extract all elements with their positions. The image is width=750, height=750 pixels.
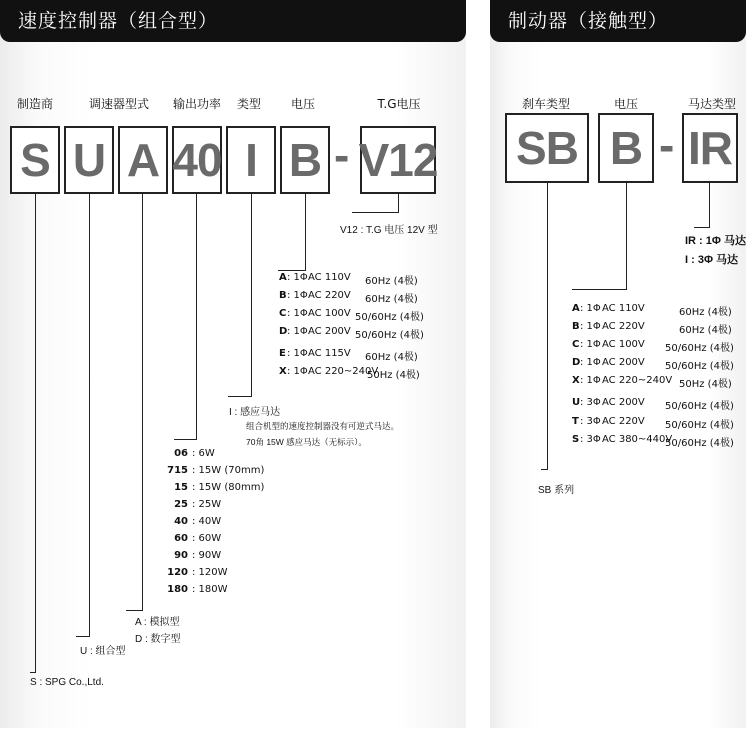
- voltage-code: B: [279, 290, 287, 301]
- voltage-freq: 50/60Hz (4极): [665, 438, 734, 449]
- maker-spg: S : SPG Co.,Ltd.: [30, 677, 104, 688]
- header-controller-type: 调速器型式: [88, 97, 149, 111]
- line-brake-h: [541, 469, 548, 470]
- voltage-code: X: [279, 366, 287, 377]
- brake-voltage-row: [572, 375, 732, 390]
- power-value: : 40W: [192, 516, 222, 527]
- power-code: 180: [167, 584, 188, 595]
- voltage-phase: : 1Φ: [287, 326, 308, 337]
- voltage-freq: 60Hz (4极): [365, 294, 418, 305]
- voltage-phase: : 1Φ: [580, 339, 601, 350]
- code-box-voltage: B: [280, 126, 330, 194]
- code-dash: -: [334, 129, 350, 181]
- voltage-freq: 60Hz (4极): [365, 276, 418, 287]
- code-box-model: A: [118, 126, 168, 194]
- voltage-freq: 60Hz (4极): [365, 352, 418, 363]
- voltage-code: S: [572, 434, 580, 445]
- line-type: [251, 194, 252, 396]
- line-maker: [35, 194, 36, 672]
- voltage-code: A: [572, 303, 580, 314]
- line-power: [196, 194, 197, 439]
- model-analog: A : 模拟型: [135, 617, 180, 628]
- voltage-freq: 50Hz (4极): [679, 379, 732, 390]
- type-note-2: 70角 15W 感应马达（无标示）。: [246, 437, 367, 447]
- voltage-code: B: [572, 321, 580, 332]
- power-code: 715: [167, 465, 188, 476]
- line-brake-voltage-h: [572, 289, 627, 290]
- line-brake: [547, 183, 548, 469]
- power-code: 120: [167, 567, 188, 578]
- power-row: [162, 550, 262, 564]
- voltage-freq: 50/60Hz (4极): [355, 312, 424, 323]
- controller-type-combo: U : 组合型: [80, 646, 126, 657]
- line-brake-voltage: [626, 183, 627, 289]
- voltage-value: AC 220V: [602, 321, 645, 332]
- power-code: 25: [174, 499, 188, 510]
- voltage-value: AC 100V: [602, 339, 645, 350]
- motor-type-row: IR : 1Φ 马达: [685, 235, 746, 247]
- power-row: [162, 584, 262, 598]
- model-digital: D : 数字型: [135, 634, 181, 645]
- header-tg-voltage: T.G电压: [377, 97, 421, 111]
- voltage-value: AC 380~440V: [602, 434, 673, 445]
- power-code: 40: [174, 516, 188, 527]
- voltage-value: AC 115V: [308, 348, 351, 359]
- voltage-code: U: [572, 397, 581, 408]
- line-tg-h: [352, 212, 399, 213]
- code-box-controller-type: U: [64, 126, 114, 194]
- voltage-code: A: [279, 272, 287, 283]
- power-row: [162, 482, 265, 496]
- power-row: [162, 533, 262, 547]
- header-brake-voltage: 电压: [613, 97, 638, 111]
- voltage-code: D: [572, 357, 581, 368]
- voltage-value: AC 100V: [308, 308, 351, 319]
- brake-voltage-row: [572, 357, 732, 372]
- header-voltage: 电压: [290, 97, 315, 111]
- code-box-tg-voltage: V12: [360, 126, 436, 194]
- power-code: 15: [174, 482, 188, 493]
- voltage-freq: 50/60Hz (4极): [665, 361, 734, 372]
- voltage-value: AC 110V: [308, 272, 351, 283]
- power-row: [162, 516, 262, 530]
- power-value: : 15W (80mm): [192, 482, 265, 493]
- voltage-row: [279, 348, 419, 363]
- power-value: : 15W (70mm): [192, 465, 265, 476]
- voltage-freq: 50/60Hz (4极): [665, 401, 734, 412]
- header-brake-type: 刹车类型: [521, 97, 570, 111]
- power-code: 60: [174, 533, 188, 544]
- voltage-phase: : 3Φ: [580, 416, 601, 427]
- speed-controller-title: 速度控制器（组合型）: [0, 0, 466, 42]
- voltage-value: AC 220V: [308, 290, 351, 301]
- voltage-phase: : 1Φ: [287, 348, 308, 359]
- power-code: 90: [174, 550, 188, 561]
- brake-title: 制动器（接触型）: [490, 0, 746, 42]
- voltage-phase: : 1Φ: [287, 366, 308, 377]
- header-output-power: 输出功率: [172, 97, 221, 111]
- code-box-brake: SB: [505, 113, 589, 183]
- voltage-code: C: [279, 308, 287, 319]
- type-note-1: 组合机型的速度控制器没有可逆式马达。: [246, 421, 400, 431]
- voltage-freq: 50Hz (4极): [367, 370, 420, 381]
- power-value: : 120W: [192, 567, 228, 578]
- line-motor: [709, 183, 710, 227]
- voltage-value: AC 220~240V: [602, 375, 673, 386]
- code-box-brake-voltage: B: [598, 113, 654, 183]
- header-motor-type: 马达类型: [687, 97, 736, 111]
- power-row: [162, 499, 262, 513]
- voltage-value: AC 200V: [308, 326, 351, 337]
- voltage-row: [279, 308, 424, 323]
- voltage-code: C: [572, 339, 580, 350]
- voltage-row: [279, 366, 419, 381]
- line-tg: [398, 194, 399, 212]
- power-row: [162, 465, 265, 479]
- line-motor-h: [694, 227, 710, 228]
- power-value: : 180W: [192, 584, 228, 595]
- voltage-phase: : 1Φ: [287, 290, 308, 301]
- voltage-value: AC 220V: [602, 416, 645, 427]
- line-maker-h: [30, 672, 36, 673]
- line-voltage-h: [278, 270, 306, 271]
- power-row: [162, 448, 262, 462]
- voltage-phase: : 3Φ: [580, 434, 601, 445]
- code-box-maker: S: [10, 126, 60, 194]
- voltage-phase: : 1Φ: [287, 308, 308, 319]
- header-maker: 制造商: [16, 97, 53, 111]
- power-value: : 60W: [192, 533, 222, 544]
- brake-series: SB 系列: [538, 485, 575, 496]
- line-power-h: [174, 439, 197, 440]
- voltage-code: E: [279, 348, 286, 359]
- voltage-freq: 60Hz (4极): [679, 307, 732, 318]
- power-value: : 6W: [192, 448, 215, 459]
- voltage-row: [279, 290, 419, 305]
- brake-voltage-row: [572, 434, 732, 449]
- power-row: [162, 567, 262, 581]
- voltage-code: D: [279, 326, 288, 337]
- voltage-value: AC 200V: [602, 357, 645, 368]
- voltage-phase: : 1Φ: [580, 303, 601, 314]
- voltage-code: X: [572, 375, 580, 386]
- tg-voltage-note: V12 : T.G 电压 12V 型: [340, 225, 438, 236]
- code-box-power: 40: [172, 126, 222, 194]
- voltage-phase: : 1Φ: [580, 357, 601, 368]
- code-dash-right: -: [659, 119, 675, 171]
- voltage-phase: : 1Φ: [580, 375, 601, 386]
- line-model: [142, 194, 143, 610]
- line-controller-type-h: [76, 636, 90, 637]
- voltage-row: [279, 326, 424, 341]
- code-box-motor: IR: [682, 113, 738, 183]
- voltage-phase: : 1Φ: [287, 272, 308, 283]
- voltage-row: [279, 272, 419, 287]
- line-model-h: [126, 610, 143, 611]
- power-code: 06: [174, 448, 188, 459]
- voltage-code: T: [572, 416, 579, 427]
- voltage-freq: 50/60Hz (4极): [665, 420, 734, 431]
- voltage-freq: 50/60Hz (4极): [665, 343, 734, 354]
- power-value: : 25W: [192, 499, 222, 510]
- brake-voltage-row: [572, 339, 732, 354]
- voltage-freq: 60Hz (4极): [679, 325, 732, 336]
- brake-voltage-row: [572, 397, 732, 412]
- line-type-h: [228, 396, 252, 397]
- motor-type-row: I : 3Φ 马达: [685, 254, 739, 266]
- power-value: : 90W: [192, 550, 222, 561]
- brake-voltage-row: [572, 416, 732, 431]
- code-box-type: I: [226, 126, 276, 194]
- brake-voltage-row: [572, 303, 732, 318]
- brake-voltage-row: [572, 321, 732, 336]
- type-title: I : 感应马达: [229, 407, 281, 418]
- line-controller-type: [89, 194, 90, 636]
- voltage-phase: : 1Φ: [580, 321, 601, 332]
- line-voltage: [305, 194, 306, 270]
- voltage-value: AC 200V: [602, 397, 645, 408]
- header-type: 类型: [236, 97, 261, 111]
- voltage-value: AC 110V: [602, 303, 645, 314]
- voltage-value: AC 220~240V: [308, 366, 379, 377]
- voltage-phase: : 3Φ: [580, 397, 601, 408]
- voltage-freq: 50/60Hz (4极): [355, 330, 424, 341]
